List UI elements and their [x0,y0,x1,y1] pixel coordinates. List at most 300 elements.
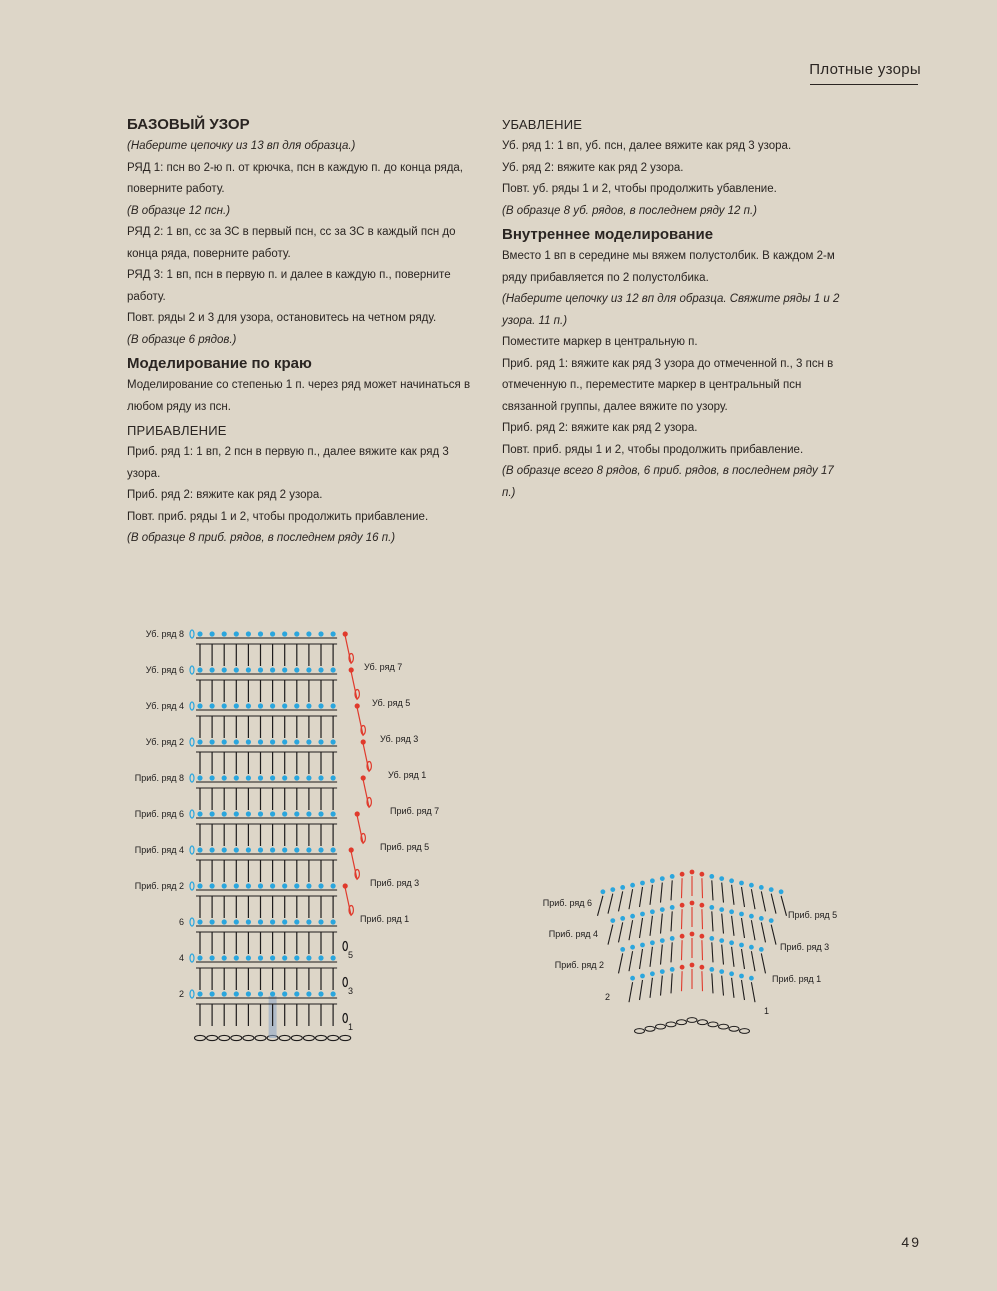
section-title: Плотные узоры [809,61,921,78]
slip-stitch-dot [331,919,336,924]
slip-stitch-dot [709,874,714,879]
chain-stitch [231,1035,242,1040]
paragraph: Повт. ряды 2 и 3 для узора, остановитесь на четном ряду. [127,312,437,324]
turning-chain [190,774,194,782]
slip-stitch-dot [670,874,675,879]
heading-basic-pattern: БАЗОВЫЙ УЗОР [127,116,250,133]
slip-stitch-dot [258,775,263,780]
single-crochet [629,889,633,909]
edge-dot [361,775,366,780]
row-label-left: 4 [178,953,184,963]
turning-chain [190,738,194,746]
single-crochet [771,894,776,914]
edge-stitch [345,888,351,916]
slip-stitch-dot [222,775,227,780]
single-crochet [712,942,713,962]
single-crochet [751,951,755,971]
slip-stitch-dot [197,667,202,672]
chain-stitch [656,1024,666,1029]
chain-stitch [291,1035,302,1040]
single-crochet [650,978,652,998]
single-crochet [598,896,603,916]
chain-stitch [677,1020,687,1025]
paragraph: РЯД 3: 1 вп, псн в первую п. и далее в каждую п., поверните работу. [127,269,451,303]
single-crochet [640,980,643,1000]
slip-stitch-dot [246,883,251,888]
slip-stitch-dot [690,901,695,906]
single-crochet [629,951,633,971]
slip-stitch-dot [660,969,665,974]
single-crochet [661,883,663,903]
slip-stitch-dot [222,703,227,708]
single-crochet [661,976,663,996]
slip-stitch-dot [759,885,764,890]
slip-stitch-dot [318,631,323,636]
slip-stitch-dot [719,938,724,943]
slip-stitch-dot [270,919,275,924]
slip-stitch-dot [650,971,655,976]
paragraph: Приб. ряд 2: вяжите как ряд 2 узора. [502,422,698,434]
row-label-left: Уб. ряд 2 [145,737,184,747]
slip-stitch-dot [270,739,275,744]
slip-stitch-dot [258,739,263,744]
slip-stitch-dot [210,739,215,744]
slip-stitch-dot [282,667,287,672]
internal-shaping-chart [530,860,850,1040]
slip-stitch-dot [769,918,774,923]
chain-stitch [698,1020,708,1025]
single-crochet [608,925,613,945]
slip-stitch-dot [306,919,311,924]
single-crochet [761,953,765,973]
single-crochet [712,911,713,931]
slip-stitch-dot [270,991,275,996]
slip-stitch-dot [739,974,744,979]
heading-increase: ПРИБАВЛЕНИЕ [127,423,227,438]
slip-stitch-dot [294,811,299,816]
slip-stitch-dot [640,912,645,917]
paragraph: Повт. приб. ряды 1 и 2, чтобы продолжить прибавление. [127,510,429,523]
slip-stitch-dot [630,883,635,888]
single-crochet [722,883,724,903]
slip-stitch-dot [197,955,202,960]
paragraph: (В образце 8 уб. рядов, в последнем ряду 12 п.) [502,204,757,217]
slip-stitch-dot [258,955,263,960]
paragraph: (В образце 12 псн.) [127,204,231,217]
slip-stitch-dot [258,991,263,996]
slip-stitch-dot [306,811,311,816]
edge-stitch [363,744,369,772]
slip-stitch-dot [620,916,625,921]
single-crochet [629,982,633,1002]
chain-stitch [340,1035,351,1040]
single-crochet [702,878,703,898]
slip-stitch-dot [719,876,724,881]
slip-stitch-dot [222,991,227,996]
row-label-left: Приб. ряд 2 [554,960,604,970]
slip-stitch-dot [270,955,275,960]
edge-chain [343,942,347,951]
edge-dot [349,667,354,672]
slip-stitch-dot [318,775,323,780]
slip-stitch-dot [331,703,336,708]
slip-stitch-dot [294,919,299,924]
slip-stitch-dot [210,883,215,888]
slip-stitch-dot [282,739,287,744]
slip-stitch-dot [690,963,695,968]
slip-stitch-dot [294,955,299,960]
row-label-right: Приб. ряд 3 [370,878,420,888]
slip-stitch-dot [246,739,251,744]
slip-stitch-dot [246,703,251,708]
chain-stitch [279,1035,290,1040]
slip-stitch-dot [282,631,287,636]
slip-stitch-dot [660,876,665,881]
chain-stitch [719,1024,729,1029]
slip-stitch-dot [709,936,714,941]
single-crochet [742,949,745,969]
turning-chain [190,702,194,710]
edge-stitch [345,636,351,664]
slip-stitch-dot [197,883,202,888]
slip-stitch-dot [306,883,311,888]
chain-stitch [303,1035,314,1040]
chain-stitch [316,1035,327,1040]
slip-stitch-dot [234,703,239,708]
row-label-right: 1 [764,1006,770,1016]
slip-stitch-dot [306,739,311,744]
paragraph: (В образце всего 8 рядов, 6 приб. рядов, в последнем ряду 17 п.) [502,465,834,499]
slip-stitch-dot [246,847,251,852]
slip-stitch-dot [331,847,336,852]
turning-chain [190,666,194,674]
slip-stitch-dot [258,631,263,636]
slip-stitch-dot [270,703,275,708]
slip-stitch-dot [258,883,263,888]
single-crochet [682,878,683,898]
slip-stitch-dot [331,991,336,996]
turning-chain [190,630,194,638]
turning-chain [190,882,194,890]
slip-stitch-dot [318,703,323,708]
row-label-left: Приб. ряд 2 [134,881,184,891]
slip-stitch-dot [222,955,227,960]
chain-stitch [207,1035,218,1040]
single-crochet [751,920,755,940]
slip-stitch-dot [282,811,287,816]
chain-stitch [666,1022,676,1027]
paragraph: (В образце 8 приб. рядов, в последнем ряду 16 п.) [127,532,396,544]
row-label-left: 2 [178,989,184,999]
slip-stitch-dot [759,916,764,921]
slip-stitch-dot [660,938,665,943]
single-crochet [650,947,652,967]
single-crochet [771,925,776,945]
slip-stitch-dot [729,971,734,976]
row-label-left: Приб. ряд 4 [134,845,184,855]
slip-stitch-dot [270,811,275,816]
slip-stitch-dot [318,883,323,888]
single-crochet [619,953,623,973]
row-label-right: Приб. ряд 1 [360,914,410,924]
paragraph: Уб. ряд 2: вяжите как ряд 2 узора. [502,161,684,174]
slip-stitch-dot [258,919,263,924]
slip-stitch-dot [739,943,744,948]
slip-stitch-dot [210,955,215,960]
single-crochet [742,980,745,1000]
chain-stitch [645,1026,655,1031]
slip-stitch-dot [197,991,202,996]
slip-stitch-dot [197,631,202,636]
slip-stitch-dot [246,919,251,924]
slip-stitch-dot [294,775,299,780]
heading-internal-shaping: Внутреннее моделирование [502,226,714,243]
slip-stitch-dot [729,909,734,914]
slip-stitch-dot [318,847,323,852]
edge-stitch [357,708,363,736]
slip-stitch-dot [258,811,263,816]
slip-stitch-dot [331,955,336,960]
paragraph: РЯД 2: 1 вп, сс за ЗС в первый псн, сс за ЗС в каждый псн до конца ряда, поверните работу. [127,226,456,260]
slip-stitch-dot [282,883,287,888]
slip-stitch-dot [719,969,724,974]
slip-stitch-dot [729,940,734,945]
slip-stitch-dot [610,918,615,923]
slip-stitch-dot [306,847,311,852]
edge-stitch [351,672,357,700]
row-label-left: Уб. ряд 8 [145,629,184,639]
single-crochet [732,978,734,998]
slip-stitch-dot [282,991,287,996]
row-label-left: 6 [178,917,184,927]
slip-stitch-dot [270,775,275,780]
slip-stitch-dot [270,667,275,672]
row-label-left: Уб. ряд 4 [145,701,184,711]
slip-stitch-dot [270,883,275,888]
row-label-left: Уб. ряд 6 [145,665,184,675]
slip-stitch-dot [197,811,202,816]
single-crochet [671,973,672,993]
slip-stitch-dot [650,940,655,945]
slip-stitch-dot [210,811,215,816]
slip-stitch-dot [318,991,323,996]
single-crochet [732,885,734,905]
slip-stitch-dot [709,905,714,910]
slip-stitch-dot [197,703,202,708]
single-crochet [671,880,672,900]
heading-decrease: УБАВЛЕНИЕ [502,117,583,132]
paragraph: Уб. ряд 1: 1 вп, уб. псн, далее вяжите как ряд 3 узора. [502,140,792,152]
chain-stitch [635,1029,645,1034]
single-crochet [732,947,734,967]
turning-chain [190,954,194,962]
chain-stitch [328,1035,339,1040]
slip-stitch-dot [234,991,239,996]
slip-stitch-dot [769,887,774,892]
row-label-right: Уб. ряд 3 [380,734,419,744]
slip-stitch-dot [749,883,754,888]
slip-stitch-dot [294,703,299,708]
slip-stitch-dot [670,967,675,972]
paragraph: Приб. ряд 2: вяжите как ряд 2 узора. [127,489,323,501]
slip-stitch-dot [670,936,675,941]
slip-stitch-dot [650,878,655,883]
row-label-right: Уб. ряд 7 [364,662,403,672]
slip-stitch-dot [246,775,251,780]
slip-stitch-dot [749,914,754,919]
slip-stitch-dot [640,881,645,886]
single-crochet [661,914,663,934]
slip-stitch-dot [294,991,299,996]
single-crochet [702,971,703,991]
slip-stitch-dot [306,775,311,780]
chain-stitch [219,1035,230,1040]
turning-chain [190,810,194,818]
slip-stitch-dot [318,955,323,960]
heading-edge-shaping: Моделирование по краю [127,355,312,372]
single-crochet [761,891,765,911]
slip-stitch-dot [318,667,323,672]
slip-stitch-dot [246,811,251,816]
slip-stitch-dot [246,631,251,636]
chain-stitch [255,1035,266,1040]
slip-stitch-dot [318,919,323,924]
slip-stitch-dot [282,919,287,924]
chain-stitch [729,1026,739,1031]
slip-stitch-dot [306,703,311,708]
slip-stitch-dot [294,739,299,744]
paragraph: Повт. приб. ряды 1 и 2, чтобы продолжить прибавление. [502,443,804,456]
single-crochet [682,909,683,929]
slip-stitch-dot [282,703,287,708]
slip-stitch-dot [197,775,202,780]
single-crochet [702,940,703,960]
slip-stitch-dot [306,631,311,636]
slip-stitch-dot [680,934,685,939]
row-label-left: Приб. ряд 4 [548,929,598,939]
slip-stitch-dot [331,667,336,672]
slip-stitch-dot [690,932,695,937]
slip-stitch-dot [630,976,635,981]
single-crochet [761,922,765,942]
single-crochet [640,949,643,969]
slip-stitch-dot [630,945,635,950]
row-label-right: Приб. ряд 3 [780,942,830,952]
single-crochet [640,918,643,938]
left-column [127,112,472,550]
slip-stitch-dot [258,847,263,852]
single-crochet [650,885,652,905]
single-crochet [640,887,643,907]
slip-stitch-dot [234,811,239,816]
single-crochet [712,973,713,993]
paragraph: Приб. ряд 1: вяжите как ряд 3 узора до отмеченной п., 3 псн в отмеченную п., переместите маркер в центральный псн связанной группы, далее вяжите по узору. [502,357,834,413]
slip-stitch-dot [234,847,239,852]
single-crochet [722,914,724,934]
slip-stitch-dot [234,631,239,636]
paragraph: Поместите маркер в центральную п. [502,336,698,348]
paragraph: (В образце 6 рядов.) [127,333,237,346]
row-label-right: Приб. ряд 7 [390,806,440,816]
chain-stitch [708,1022,718,1027]
slip-stitch-dot [700,872,705,877]
header-rule [810,84,918,85]
slip-stitch-dot [246,667,251,672]
single-crochet [661,945,663,965]
slip-stitch-dot [660,907,665,912]
slip-stitch-dot [234,667,239,672]
slip-stitch-dot [630,914,635,919]
slip-stitch-dot [331,739,336,744]
row-label-right: Приб. ряд 5 [380,842,430,852]
paragraph: Повт. уб. ряды 1 и 2, чтобы продолжить убавление. [502,183,777,195]
slip-stitch-dot [246,991,251,996]
slip-stitch-dot [779,889,784,894]
slip-stitch-dot [197,919,202,924]
slip-stitch-dot [729,878,734,883]
slip-stitch-dot [282,955,287,960]
slip-stitch-dot [222,811,227,816]
paragraph: Вместо 1 вп в середине мы вяжем полустолбик. В каждом 2-м ряду прибавляется по 2 полустолбика. [502,250,835,284]
slip-stitch-dot [246,955,251,960]
slip-stitch-dot [258,667,263,672]
single-crochet [722,976,724,996]
single-crochet [619,922,623,942]
row-label-left: 2 [604,992,610,1002]
slip-stitch-dot [270,631,275,636]
slip-stitch-dot [210,991,215,996]
single-crochet [702,909,703,929]
slip-stitch-dot [210,919,215,924]
single-crochet [781,896,786,916]
slip-stitch-dot [234,883,239,888]
slip-stitch-dot [222,667,227,672]
chain-stitch [243,1035,254,1040]
slip-stitch-dot [318,811,323,816]
slip-stitch-dot [222,883,227,888]
edge-dot [343,883,348,888]
single-crochet [732,916,734,936]
paragraph: Моделирование со степенью 1 п. через ряд может начинаться в любом ряду из псн. [127,379,471,413]
row-label-right: Уб. ряд 1 [388,770,427,780]
slip-stitch-dot [700,934,705,939]
chain-stitch [195,1035,206,1040]
paragraph: (Наберите цепочку из 12 вп для образца. Свяжите ряды 1 и 2 узора. 11 п.) [502,293,840,327]
slip-stitch-dot [749,976,754,981]
slip-stitch-dot [759,947,764,952]
row-label-left: Приб. ряд 6 [542,898,592,908]
slip-stitch-dot [234,739,239,744]
slip-stitch-dot [331,631,336,636]
chain-stitch [740,1029,750,1034]
single-crochet [629,920,633,940]
slip-stitch-dot [601,889,606,894]
paragraph: (Наберите цепочку из 13 вп для образца.) [127,140,356,152]
single-crochet [722,945,724,965]
single-crochet [682,940,683,960]
edge-chain [343,978,347,987]
row-label-right: Уб. ряд 5 [372,698,411,708]
slip-stitch-dot [610,887,615,892]
single-crochet [742,887,745,907]
edge-dot [361,739,366,744]
edge-shaping-chart [120,620,460,1050]
slip-stitch-dot [680,903,685,908]
slip-stitch-dot [680,965,685,970]
slip-stitch-dot [222,739,227,744]
slip-stitch-dot [197,847,202,852]
turning-chain [190,846,194,854]
